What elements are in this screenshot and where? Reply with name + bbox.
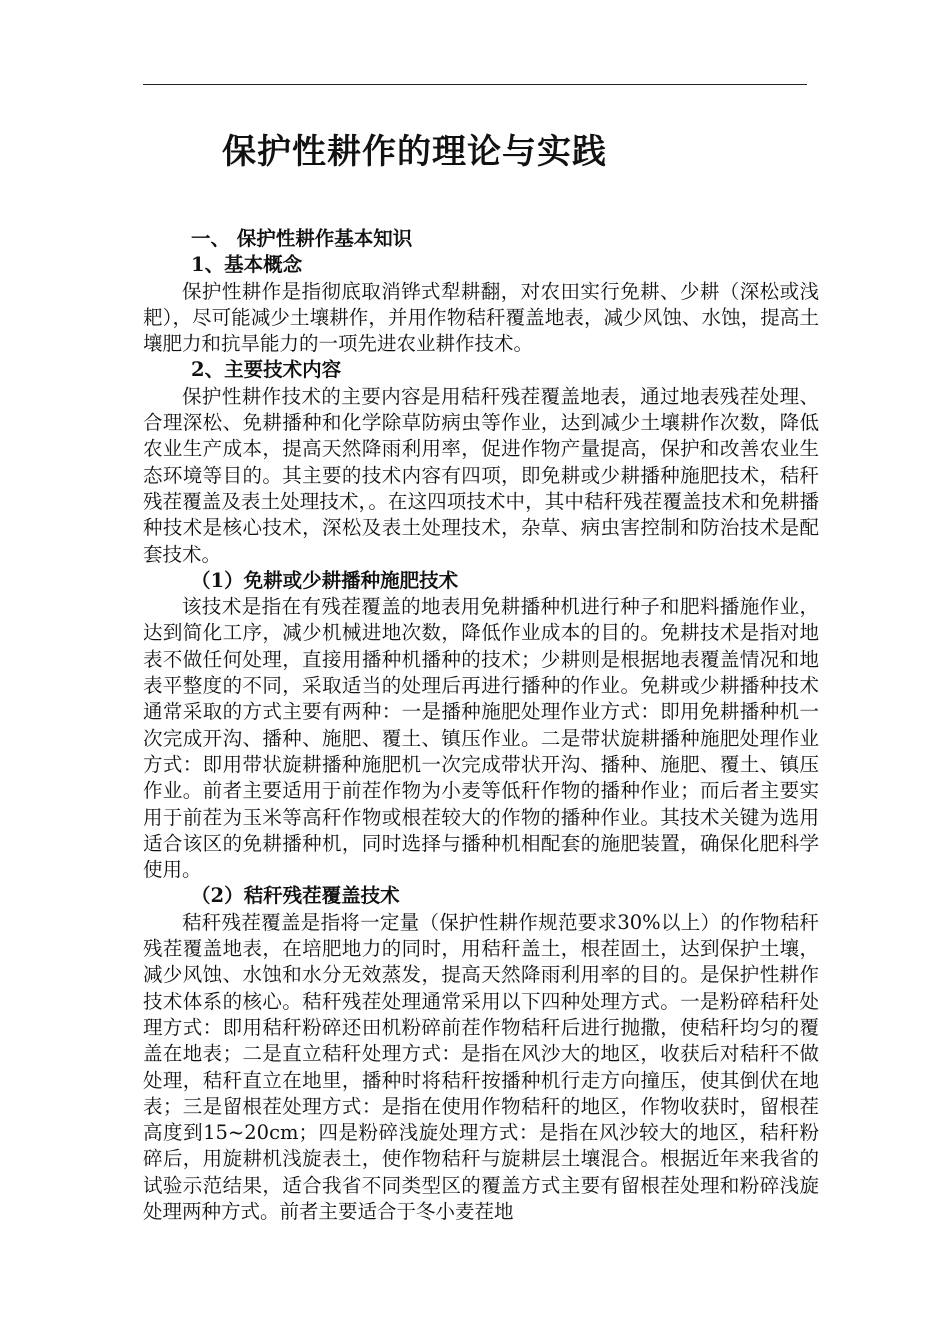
document-title: 保护性耕作的理论与实践 [222,132,607,172]
paragraph-no-till-seeding: 该技术是指在有残茬覆盖的地表用免耕播种机进行种子和肥料播施作业，达到简化工序，减少机械进地次数，降低作业成本的目的。免耕技术是指对地表不做任何处理，直接用播种机播种的技术；少耕则是根据地表覆盖情况和地表平整度的不同，采取适当的处理后再进行播种的作业。免耕或少耕播种技术通常采取的方式主要有两种：一是播种施肥处理作业方式：即用免耕播种机一次完成开沟、播种、施肥、覆土、镇压作业。二是带状旋耕播种施肥处理作业方式：即用带状旋耕播种施肥机一次完成带状开沟、播种、施肥、覆土、镇压作业。前者主要适用于前茬作物为小麦等低秆作物的播种作业；而后者主要实用于前茬为玉米等高秆作物或根茬较大的作物的播种作业。其技术关键为选用适合该区的免耕播种机，同时选择与播种机相配套的施肥装置，确保化肥科学使用。 [143,595,819,882]
item-heading-straw-mulch: （2）秸秆残茬覆盖技术 [191,884,400,908]
section-heading-basic-knowledge: 一、 保护性耕作基本知识 [191,227,413,250]
document-body [143,226,819,1225]
header-rule [143,84,807,85]
item-heading-no-till-seeding: （1）免耕或少耕播种施肥技术 [191,568,459,592]
paragraph-main-content: 保护性耕作技术的主要内容是用秸秆残茬覆盖地表，通过地表残茬处理、合理深松、免耕播种和化学除草防病虫等作业，达到减少土壤耕作次数，降低农业生产成本，提高天然降雨利用率，促进作物产量提高，保护和改善农业生态环境等目的。其主要的技术内容有四项，即免耕或少耕播种施肥技术，秸秆残茬覆盖及表土处理技术，。在这四项技术中，其中秸秆残茬覆盖技术和免耕播种技术是核心技术，深松及表土处理技术，杂草、病虫害控制和防治技术是配套技术。 [143,384,819,566]
paragraph-basic-concept: 保护性耕作是指彻底取消铧式犁耕翻，对农田实行免耕、少耕（深松或浅耙），尽可能减少土壤耕作，并用作物秸秆覆盖地表，减少风蚀、水蚀，提高土壤肥力和抗旱能力的一项先进农业耕作技术。 [143,279,819,356]
subsection-heading-main-content: 2、主要技术内容 [191,358,342,382]
paragraph-straw-mulch: 秸秆残茬覆盖是指将一定量（保护性耕作规范要求30%以上）的作物秸秆残茬覆盖地表，在培肥地力的同时，用秸秆盖土，根茬固土，达到保护土壤，减少风蚀、水蚀和水分无效蒸发，提高天然降雨利用率的目的。是保护性耕作技术体系的核心。秸秆残茬处理通常采用以下四种处理方式。一是粉碎秸秆处理方式：即用秸秆粉碎还田机粉碎前茬作物秸秆后进行抛撒，使秸秆均匀的覆盖在地表；二是直立秸秆处理方式：是指在风沙大的地区，收获后对秸秆不做处理，秸秆直立在地里，播种时将秸秆按播种机行走方向撞压，使其倒伏在地表；三是留根茬处理方式：是指在使用作物秸秆的地区，作物收获时，留根茬高度到15~20cm；四是粉碎浅旋处理方式：是指在风沙较大的地区，秸秆粉碎后，用旋耕机浅旋表土，使作物秸秆与旋耕层土壤混合。根据近年来我省的试验示范结果，适合我省不同类型区的覆盖方式主要有留根茬处理和粉碎浅旋处理两种方式。前者主要适合于冬小麦茬地 [143,910,819,1223]
subsection-heading-basic-concept: 1、基本概念 [191,253,303,277]
